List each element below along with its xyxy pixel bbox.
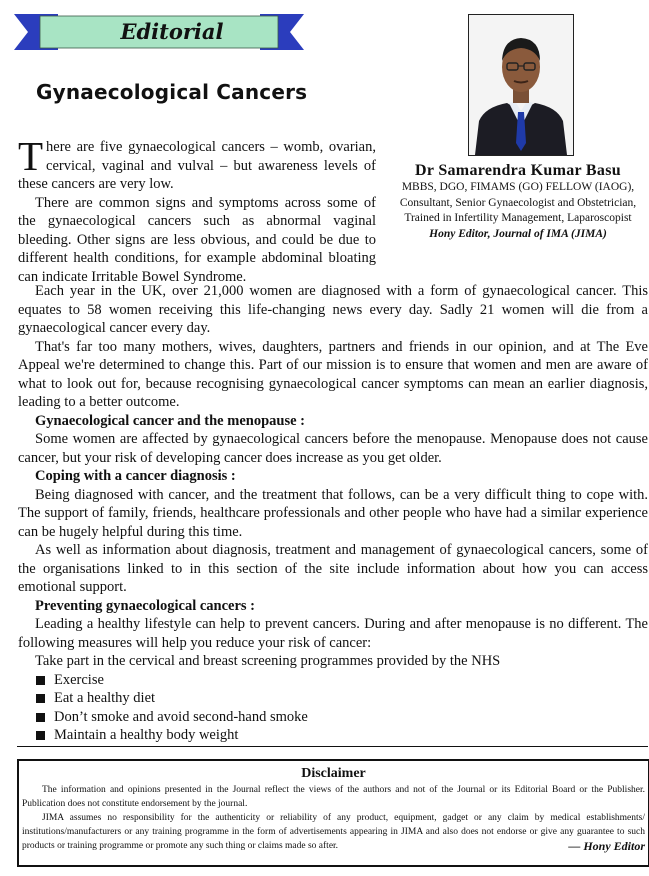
- article-body: [18, 282, 648, 745]
- disclaimer-signature: — Hony Editor: [568, 839, 645, 853]
- disclaimer-title: Disclaimer: [301, 766, 366, 781]
- subheading-menopause: Gynaecological cancer and the menopause :: [35, 412, 305, 429]
- list-item: Don’t smoke and avoid second-hand smoke: [18, 708, 648, 727]
- author-position: Consultant, Senior Gynaecologist and Obstetrician,: [399, 196, 637, 209]
- section-label: Editorial: [120, 19, 224, 44]
- author-training: Trained in Infertility Management, Laparoscopist: [404, 212, 632, 224]
- body-paragraph: Each year in the UK, over 21,000 women are diagnosed with a form of gynaecological cancer. This equates to 58 women receiving this life-changing news every day. Sadly 21 women will die from a gynaecological cancer every day.: [18, 283, 648, 336]
- section-banner: [14, 14, 304, 50]
- bullet-square-icon: [36, 713, 45, 722]
- intro-paragraph-2: There are common signs and symptoms across some of the gynaecological cancers such as abnormal vaginal bleeding. Other signs are less obvious, and could be due to different health conditions, for example abdominal bloating can indicate Irritable Bowel Syndrome.: [18, 194, 376, 285]
- author-editor-role: Hony Editor, Journal of IMA (JIMA): [429, 227, 607, 240]
- author-block: [386, 160, 649, 242]
- bullet-square-icon: [36, 731, 45, 740]
- body-paragraph: As well as information about diagnosis, treatment and management of gynaecological cancers, some of the organisations linked to in this section of the site include information about how you can access emotional support.: [18, 542, 648, 595]
- drop-cap: T: [18, 133, 44, 179]
- list-item: Exercise: [18, 671, 648, 690]
- list-item: Maintain a healthy body weight: [18, 726, 648, 745]
- disclaimer-paragraph-2: JIMA assumes no responsibility for the authenticity or reliability of any product, equipment, gadget or any claim by medical establishments/ institutions/manufacturers or any training programme in the form of advertisements appearing in JIMA and also does not endorse or give any guarantee to such products or training programme or promote any such thing or claims made so after. — Hony Editor: [22, 813, 645, 853]
- divider: [17, 746, 648, 747]
- article-title: Gynaecological Cancers: [36, 80, 308, 104]
- author-name: Dr Samarendra Kumar Basu: [415, 162, 621, 179]
- bullet-square-icon: [36, 694, 45, 703]
- bullet-square-icon: [36, 676, 45, 685]
- disclaimer-box: [17, 759, 649, 867]
- intro-paragraph-1: [18, 133, 376, 194]
- subheading-coping: Coping with a cancer diagnosis :: [35, 468, 236, 484]
- body-paragraph: Being diagnosed with cancer, and the treatment that follows, can be a very difficult thing to cope with. The support of family, friends, healthcare professionals and other people who have had a similar experience can be hugely helpful during this time.: [18, 486, 648, 540]
- author-credentials: MBBS, DGO, FIMAMS (GO) FELLOW (IAOG),: [401, 181, 635, 193]
- author-portrait-graphic: [469, 15, 573, 155]
- list-item: Eat a healthy diet: [18, 689, 648, 708]
- body-paragraph: Take part in the cervical and breast screening programmes provided by the NHS: [35, 653, 501, 669]
- body-paragraph: Leading a healthy lifestyle can help to prevent cancers. During and after menopause is no different. The following measures will help you reduce your risk of cancer:: [18, 616, 648, 651]
- body-paragraph: That's far too many mothers, wives, daughters, partners and friends in our opinion, and at The Eve Appeal we're determined to change this. Part of our mission is to ensure that women and men are aware of what to look out for, because recognising gynaecological cancer symptoms can mean an earlier diagnosis, leading to a better outcome.: [18, 338, 648, 410]
- prevention-list: [18, 671, 648, 745]
- intro-paragraph-1-text: here are five gynaecological cancers – womb, ovarian, cervical, vaginal and vulval – but awareness levels of these cancers are very low.: [18, 139, 376, 192]
- intro-column: [18, 133, 376, 286]
- subheading-preventing: Preventing gynaecological cancers :: [35, 597, 255, 614]
- disclaimer-paragraph-1: The information and opinions presented in the Journal reflect the views of the authors and not of the Journal or its Editorial Board or the Publisher. Publication does not constitute endorsement by the journal.: [22, 785, 645, 809]
- author-photo: [468, 14, 574, 156]
- body-paragraph: Some women are affected by gynaecological cancers before the menopause. Menopause does not cause cancer, but your risk of developing cancer does increase as you get older.: [18, 431, 648, 466]
